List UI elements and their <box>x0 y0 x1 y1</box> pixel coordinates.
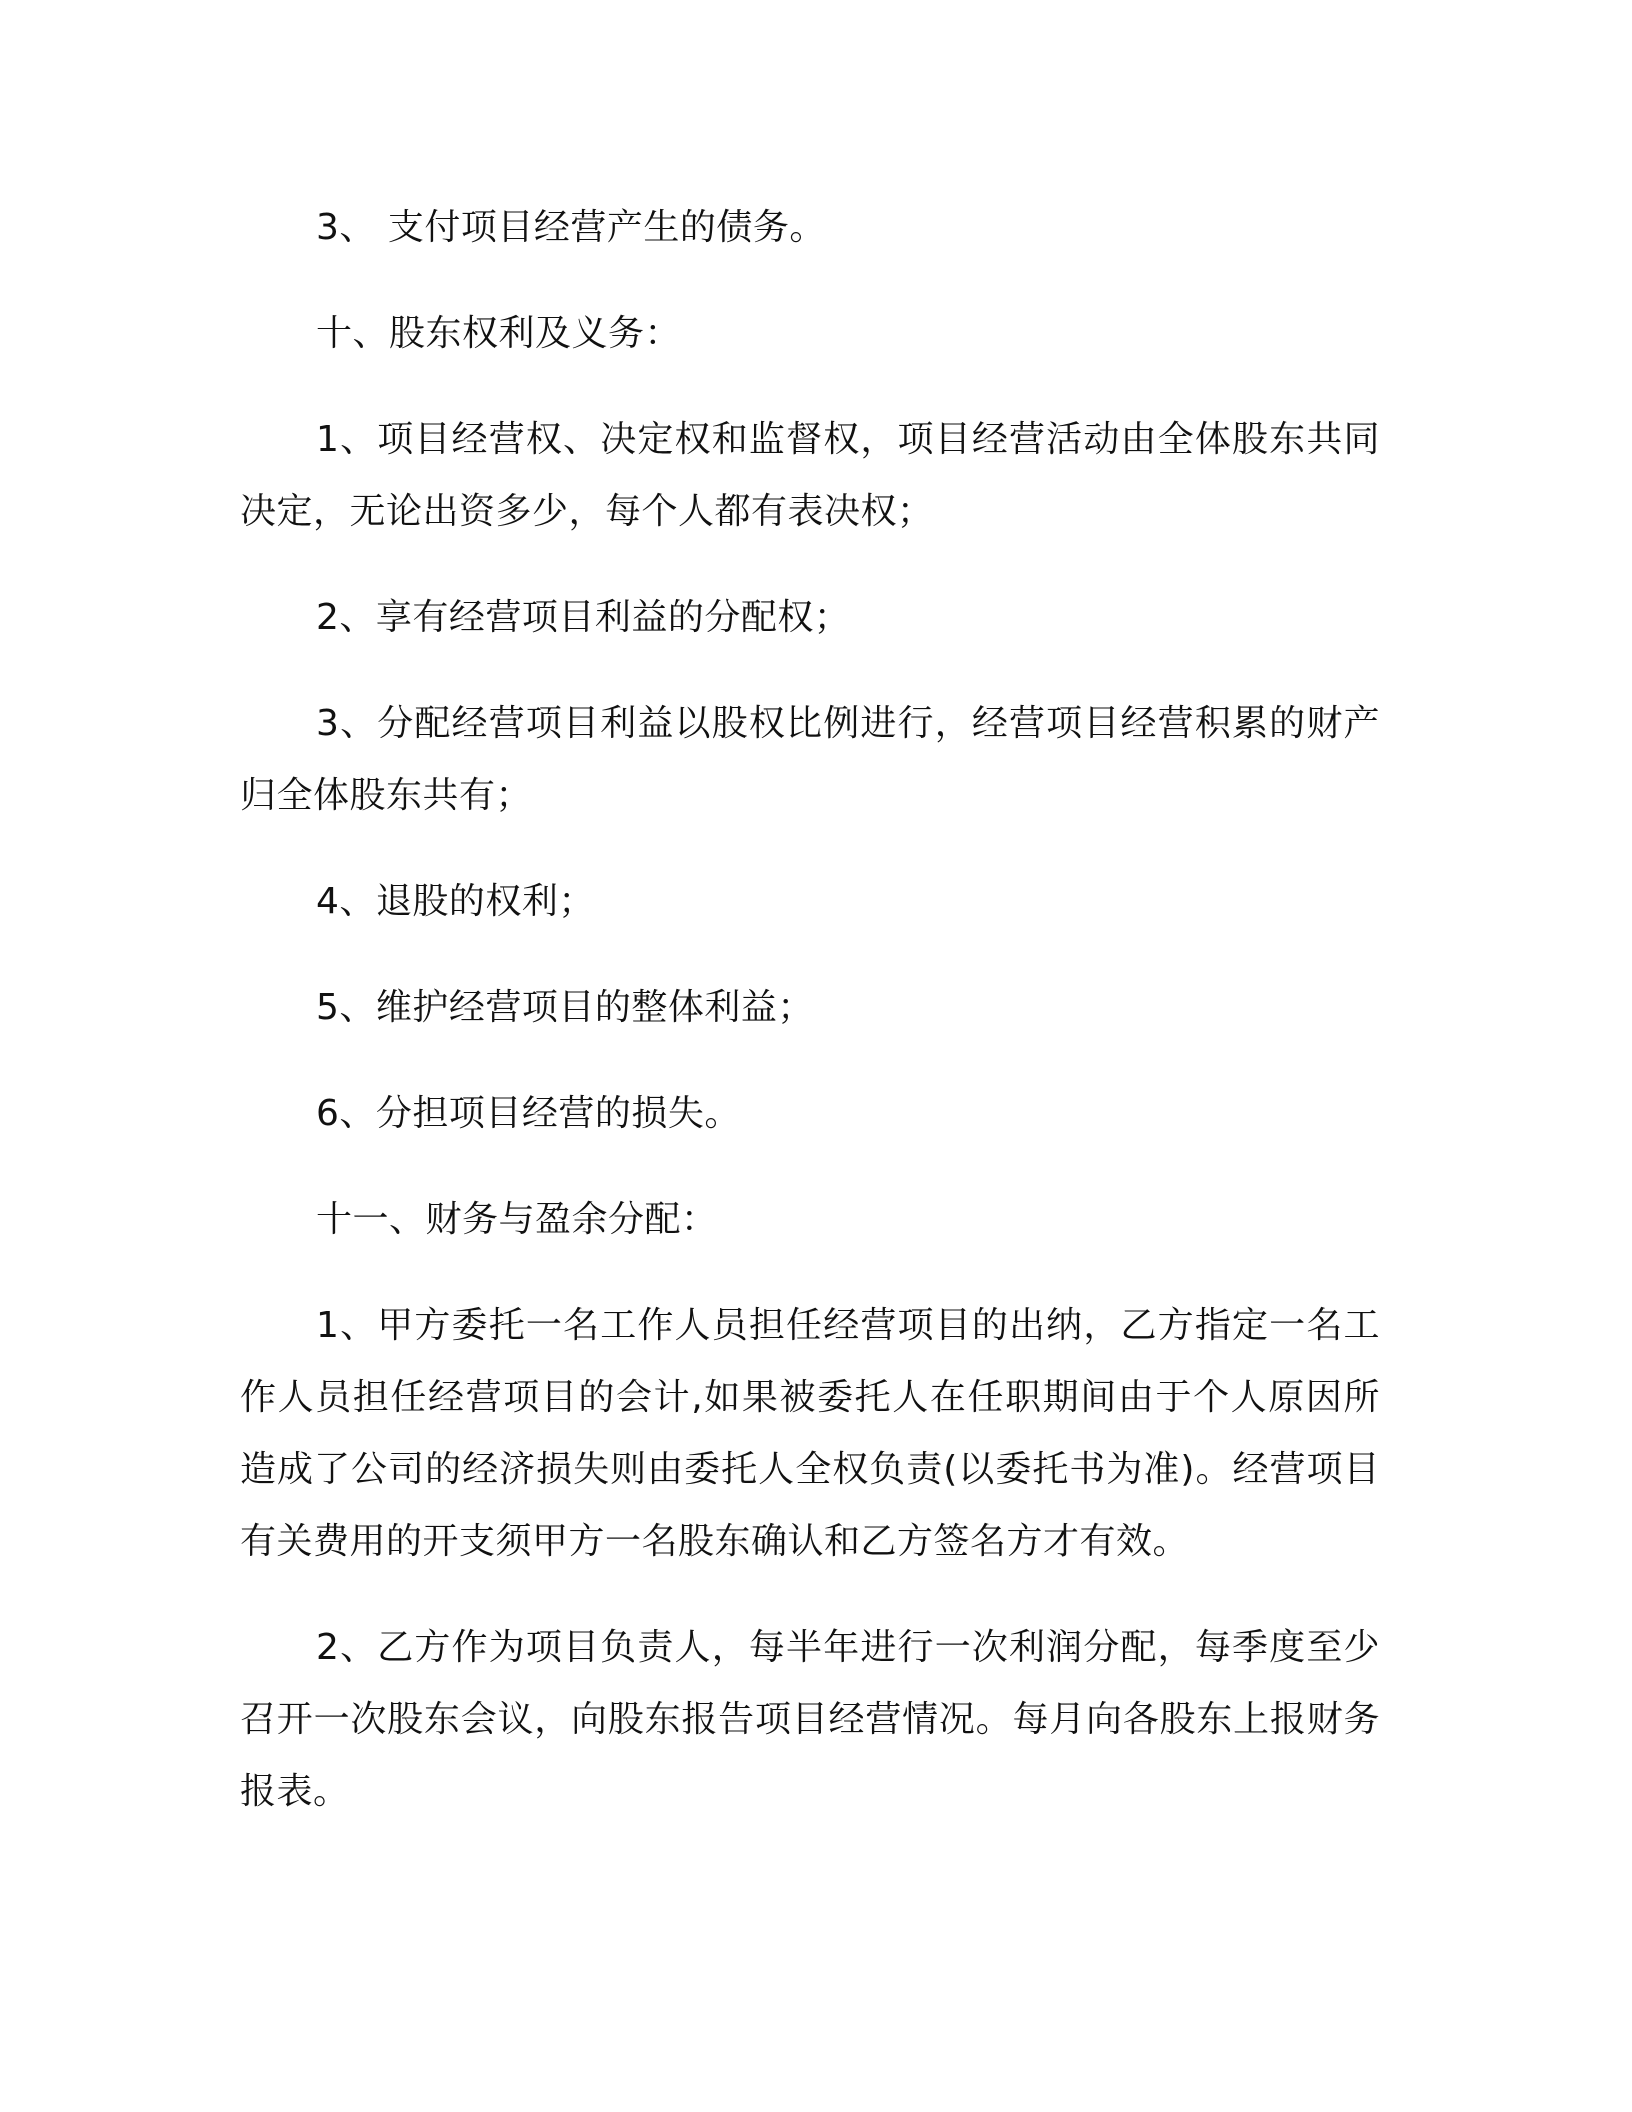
paragraph-item-2-profit-distribution: 2、乙方作为项目负责人，每半年进行一次利润分配，每季度至少召开一次股东会议，向股东报告项目经营情况。每月向各股东上报财务报表。 <box>240 1627 1380 1812</box>
paragraph-item-3-debts: 3、 支付项目经营产生的债务。 <box>316 207 826 248</box>
paragraph-item-2-distribution-rights: 2、享有经营项目利益的分配权； <box>316 597 851 638</box>
paragraph-item-1-cashier-accountant: 1、甲方委托一名工作人员担任经营项目的出纳，乙方指定一名工作人员担任经营项目的会计,如果被委托人在任职期间由于个人原因所造成了公司的经济损失则由委托人全权负责(以委托书为准)。经营项目有关费用的开支须甲方一名股东确认和乙方签名方才有效。 <box>240 1305 1380 1562</box>
document-body <box>240 192 1380 1862</box>
paragraph-item-5-overall-interest: 5、维护经营项目的整体利益； <box>316 987 814 1028</box>
paragraph-item-1-management-rights: 1、项目经营权、决定权和监督权，项目经营活动由全体股东共同决定，无论出资多少，每个人都有表决权； <box>240 419 1380 532</box>
paragraph-item-3-equity-ratio: 3、分配经营项目利益以股权比例进行，经营项目经营积累的财产归全体股东共有； <box>240 703 1380 816</box>
paragraph-item-4-withdrawal-rights: 4、退股的权利； <box>316 881 595 922</box>
section-heading-shareholder-rights: 十、股东权利及义务： <box>316 313 682 354</box>
section-heading-finance-distribution: 十一、财务与盈余分配： <box>316 1199 718 1240</box>
paragraph-item-6-share-losses: 6、分担项目经营的损失。 <box>316 1093 741 1134</box>
